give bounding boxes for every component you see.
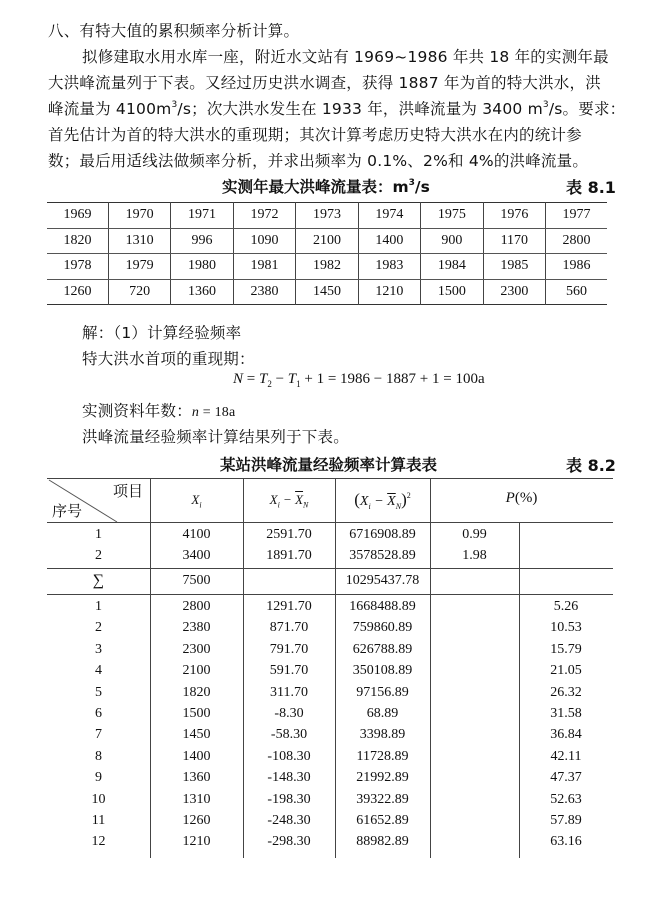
flow-cell: 560 [546, 279, 607, 305]
cell-dev: 591.70 [269, 663, 309, 679]
cell-no: 1 [95, 527, 102, 542]
paragraph-line-3: 峰流量为 $4100m^3/s$；次大洪水发生在 1933 年，洪峰流量为 3400 $m^3/s$。要求： [48, 100, 626, 118]
flow-cell: 1170 [483, 228, 545, 254]
cell-xi: 1210 [182, 834, 211, 850]
cell-dev: -108.30 [267, 748, 311, 764]
annual-peak-flow-table [47, 202, 607, 305]
year-cell: 1982 [296, 254, 358, 280]
cell-xi: 2800 [182, 599, 211, 614]
year-cell: 1970 [108, 203, 170, 229]
table82-caption: 某站洪峰流量经验频率计算表表 [220, 456, 438, 474]
year-cell: 1975 [421, 203, 483, 229]
cell-xi: 3400 [182, 548, 211, 563]
cell-p: 52.63 [550, 791, 582, 807]
cell-sq: 88982.89 [356, 834, 409, 850]
cell-sq: 3398.89 [359, 727, 406, 743]
problem-heading: 八、有特大值的累积频率分析计算。 [48, 22, 300, 40]
flow-cell: 2100 [296, 228, 358, 254]
table81-label: 表 8.1 [566, 178, 616, 197]
years-value: = 18a [199, 405, 236, 420]
flow-row [47, 279, 607, 305]
cell-sq: 39322.89 [356, 791, 409, 807]
cell-no: 8 [95, 748, 102, 764]
cell-p: 36.84 [550, 727, 582, 743]
flow-cell: 1360 [171, 279, 233, 305]
cell-xi: 2380 [182, 620, 211, 636]
years-var: n [191, 405, 200, 420]
cell-p: 21.05 [550, 663, 582, 679]
cell-no: 11 [91, 813, 106, 828]
flow-cell: 1260 [63, 283, 92, 299]
flow-cell: 1820 [47, 228, 108, 254]
solution-step1: 解：（1）计算经验频率 [82, 324, 242, 342]
flow-cell: 1210 [358, 279, 420, 305]
formula-t1: T [287, 371, 297, 387]
cell-no: 2 [95, 620, 102, 636]
cell-no: 4 [95, 663, 102, 679]
cell-p: 26.32 [550, 684, 582, 700]
cell-p: 57.89 [550, 813, 582, 828]
header-xi: $X_i$ [191, 492, 202, 510]
recurrence-formula [233, 371, 485, 389]
year-cell: 1973 [296, 203, 358, 229]
flow-cell: 1500 [421, 279, 483, 305]
cell-no: 10 [91, 791, 106, 807]
cell-sq: 6716908.89 [349, 527, 416, 542]
cell-dev: -8.30 [274, 706, 304, 721]
cell-sq: 21992.89 [356, 770, 409, 786]
cell-xi: 2100 [182, 663, 211, 679]
cell-p: 0.99 [462, 527, 487, 542]
cell-dev: -198.30 [267, 791, 311, 807]
cell-no: ∑ [92, 572, 105, 589]
results-intro: 洪峰流量经验频率计算结果列于下表。 [82, 428, 349, 446]
cell-p: 15.79 [550, 641, 582, 657]
recurrence-label: 特大洪水首项的重现期： [82, 350, 255, 368]
cell-xi: 2300 [182, 641, 211, 657]
cell-xi: 4100 [182, 527, 211, 542]
cell-xi: 1310 [182, 791, 211, 807]
formula-t2-sub: 2 [267, 379, 272, 389]
table82-label: 表 8.2 [566, 456, 616, 475]
table82-sum-rule [47, 594, 613, 595]
year-cell: 1974 [358, 203, 420, 229]
cell-sq: 10295437.78 [345, 573, 420, 588]
cell-dev: 1891.70 [266, 548, 312, 563]
cell-p: 47.37 [550, 770, 582, 786]
paragraph-line-1: 拟修建取水用水库一座，附近水文站有 1969~1986 年共 18 年的实测年最 [82, 48, 609, 66]
year-cell: 1977 [546, 203, 607, 229]
cell-p: 31.58 [550, 706, 582, 721]
cell-p: 10.53 [550, 620, 582, 636]
cell-sq: 68.89 [366, 706, 399, 721]
header-deviation: $X_i - \overline{X}_N$ [269, 492, 309, 510]
flow-cell: 1400 [358, 228, 420, 254]
cell-xi: 7500 [182, 573, 211, 588]
cell-xi: 1500 [182, 706, 211, 721]
year-cell: 1983 [358, 254, 420, 280]
year-cell: 1976 [483, 203, 545, 229]
table82-extreme-rule [47, 568, 613, 569]
flow-cell: 996 [171, 228, 233, 254]
cell-dev: -298.30 [267, 834, 311, 850]
formula-minus: − [271, 371, 288, 387]
flow-cell: 1450 [296, 279, 358, 305]
cell-xi: 1450 [182, 727, 211, 743]
header-squared-deviation: $(X_i - \overline{X}_N)^2$ [354, 490, 411, 511]
flow-cell: 2380 [233, 279, 295, 305]
cell-dev: -148.30 [267, 770, 311, 786]
formula-rest: + 1 = 1986 − 1887 + 1 = 100a [300, 371, 485, 387]
empirical-frequency-table [47, 478, 613, 858]
formula-eq: = [243, 371, 259, 387]
year-cell: 1978 [47, 254, 108, 280]
flow-cell: 2800 [546, 228, 607, 254]
header-probability: P(%) [505, 490, 538, 506]
flow-cell: 900 [421, 228, 483, 254]
cell-sq: 61652.89 [356, 813, 409, 828]
header-serial-label: 序号 [52, 502, 83, 520]
year-cell: 1981 [233, 254, 295, 280]
cell-dev: -58.30 [270, 727, 308, 743]
flow-cell: 2300 [483, 279, 545, 305]
paragraph-line-4: 首先估计为首的特大洪水的重现期；其次计算考虑历史特大洪水在内的统计参 [48, 126, 582, 144]
cell-p: 63.16 [550, 834, 582, 850]
cell-xi: 1820 [182, 684, 211, 700]
cell-dev: 311.70 [270, 684, 308, 700]
year-cell: 1984 [421, 254, 483, 280]
cell-xi: 1360 [182, 770, 211, 786]
cell-no: 3 [95, 641, 102, 657]
year-cell: 1979 [108, 254, 170, 280]
cell-no: 1 [95, 599, 102, 614]
cell-no: 5 [95, 684, 102, 700]
cell-dev: 791.70 [269, 641, 309, 657]
cell-dev: 871.70 [269, 620, 309, 636]
year-cell: 1969 [47, 203, 108, 229]
cell-p: 1.98 [462, 548, 487, 563]
cell-sq: 759860.89 [352, 620, 413, 636]
cell-dev: -248.30 [267, 813, 311, 828]
cell-sq: 1668488.89 [349, 599, 416, 614]
cell-no: 9 [95, 770, 102, 786]
flow-cell: 1090 [233, 228, 295, 254]
year-cell: 1972 [233, 203, 295, 229]
cell-sq: 11728.89 [356, 748, 409, 764]
cell-xi: 1400 [182, 748, 211, 764]
years-label: 实测资料年数： [82, 402, 192, 420]
cell-no: 2 [95, 548, 102, 563]
year-cell: 1971 [171, 203, 233, 229]
formula-n: N [233, 371, 244, 387]
table81-caption: 实测年最大洪峰流量表：$m^3/s$ [222, 178, 430, 196]
years-line [82, 401, 235, 423]
paragraph-line-5: 数；最后用适线法做频率分析，并求出频率为 0.1%、2%和 4%的洪峰流量。 [48, 152, 589, 170]
cell-xi: 1260 [182, 813, 211, 828]
formula-t2: T [258, 371, 268, 387]
year-cell: 1985 [483, 254, 545, 280]
flow-cell: 1310 [108, 228, 170, 254]
cell-no: 6 [95, 706, 102, 721]
header-item-label: 项目 [113, 482, 144, 500]
year-row [47, 203, 607, 229]
year-cell: 1980 [171, 254, 233, 280]
flow-cell: 720 [108, 279, 170, 305]
flow-row [47, 228, 607, 254]
cell-sq: 97156.89 [356, 684, 409, 700]
cell-sq: 626788.89 [352, 641, 413, 657]
cell-no: 7 [95, 727, 102, 743]
formula-t1-sub: 1 [296, 379, 301, 389]
cell-sq: 350108.89 [352, 663, 413, 679]
cell-dev: 1291.70 [266, 599, 312, 614]
cell-sq: 3578528.89 [349, 548, 416, 563]
paragraph-line-2: 大洪峰流量列于下表。又经过历史洪水调查，获得 1887 年为首的特大洪水，洪 [48, 74, 601, 92]
cell-p: 5.26 [553, 599, 579, 614]
cell-p: 42.11 [550, 748, 582, 764]
cell-no: 12 [91, 834, 106, 850]
cell-dev: 2591.70 [266, 527, 312, 542]
year-cell: 1986 [546, 254, 607, 280]
year-row [47, 254, 607, 280]
